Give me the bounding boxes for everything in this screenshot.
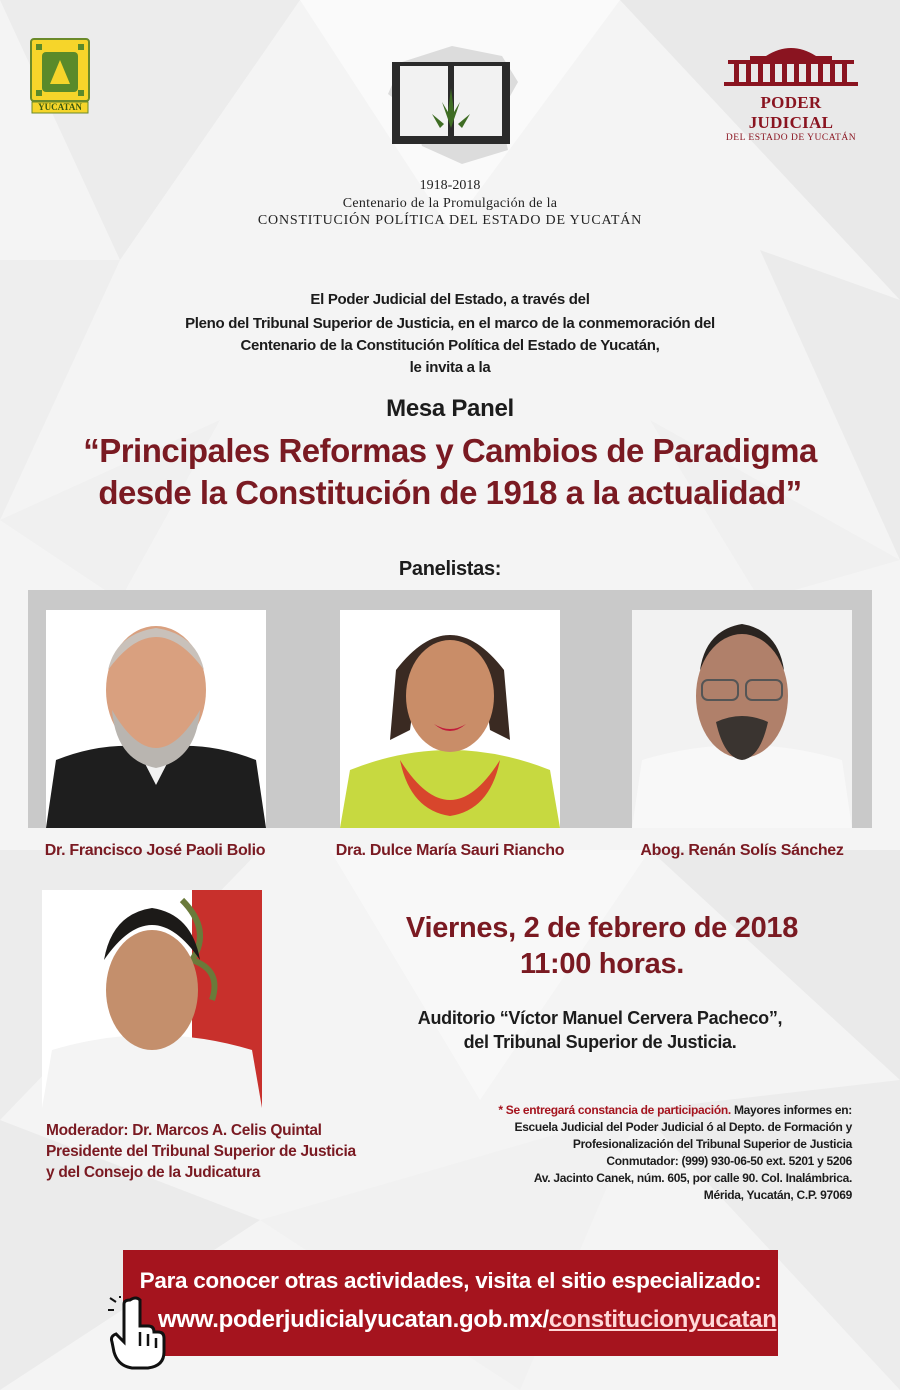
- event-time: 11:00 horas.: [519, 948, 685, 980]
- info-note-rest: Mayores informes en:: [730, 1103, 852, 1117]
- panelist-name-2: Dra. Dulce María Sauri Riancho: [335, 842, 565, 859]
- banner-line1: Para conocer otras actividades, visita el sitio especializado:: [139, 1268, 762, 1293]
- centenario-line1: Centenario de la Promulgación de la: [342, 196, 558, 211]
- moderator-photo: [42, 890, 262, 1108]
- panelist-name-1: Dr. Francisco José Paoli Bolio: [44, 842, 266, 859]
- website-url-path: constitucionyucatan: [548, 1306, 777, 1333]
- website-url-base: www.poderjudicialyucatan.gob.mx/: [158, 1306, 549, 1333]
- info-note: [392, 1102, 852, 1118]
- intro-line2: Pleno del Tribunal Superior de Justicia, en el marco de la conmemoración del: [185, 315, 715, 332]
- panelists-heading: Panelistas:: [398, 558, 502, 580]
- event-date: Viernes, 2 de febrero de 2018: [405, 912, 799, 944]
- panelist-photo-3: [632, 610, 852, 828]
- poder-judicial-subtitle: DEL ESTADO DE YUCATÁN: [725, 133, 857, 143]
- event-type: Mesa Panel: [386, 395, 514, 422]
- centenario-years: 1918-2018: [419, 178, 481, 193]
- panelist-name-3: Abog. Renán Solís Sánchez: [640, 842, 844, 859]
- constitution-book-logo: [382, 42, 520, 166]
- poder-judicial-logo: [720, 38, 862, 143]
- info-line4: Conmutador: (999) 930-06-50 ext. 5201 y 5206: [606, 1154, 852, 1168]
- poder-judicial-title: PODER JUDICIAL: [748, 93, 834, 132]
- website-link[interactable]: [158, 1306, 777, 1334]
- panelist-photo-2: [340, 610, 560, 828]
- pointing-hand-icon: [108, 1296, 166, 1370]
- intro-line3: Centenario de la Constitución Política del Estado de Yucatán,: [240, 337, 660, 354]
- info-line6: Mérida, Yucatán, C.P. 97069: [703, 1188, 852, 1202]
- event-title-line1: “Principales Reformas y Cambios de Paradigma: [83, 432, 817, 469]
- yucatan-shield-logo: [30, 38, 90, 114]
- website-banner[interactable]: [123, 1250, 778, 1356]
- venue-line2: del Tribunal Superior de Justicia.: [463, 1032, 737, 1052]
- venue-line1: Auditorio “Víctor Manuel Cervera Pacheco”,: [417, 1008, 783, 1028]
- intro-line4: le invita a la: [409, 359, 491, 376]
- moderator-line2: Presidente del Tribunal Superior de Justicia: [46, 1143, 356, 1160]
- info-line5: Av. Jacinto Canek, núm. 605, por calle 90. Col. Inalámbrica.: [533, 1171, 852, 1185]
- info-line3: Profesionalización del Tribunal Superior de Justicia: [572, 1137, 852, 1151]
- event-title-line2: desde la Constitución de 1918 a la actualidad”: [98, 474, 802, 511]
- info-note-highlight: * Se entregará constancia de participación.: [498, 1103, 731, 1117]
- intro-line1: El Poder Judicial del Estado, a través del: [310, 291, 590, 308]
- centenario-line2: CONSTITUCIÓN POLÍTICA DEL ESTADO DE YUCATÁN: [257, 213, 643, 228]
- moderator-line3: y del Consejo de la Judicatura: [46, 1164, 261, 1181]
- panelist-photo-1: [46, 610, 266, 828]
- state-logo-label: YUCATAN: [38, 102, 82, 112]
- moderator-line1: Moderador: Dr. Marcos A. Celis Quintal: [46, 1122, 322, 1139]
- info-line2: Escuela Judicial del Poder Judicial ó al Depto. de Formación y: [514, 1120, 852, 1134]
